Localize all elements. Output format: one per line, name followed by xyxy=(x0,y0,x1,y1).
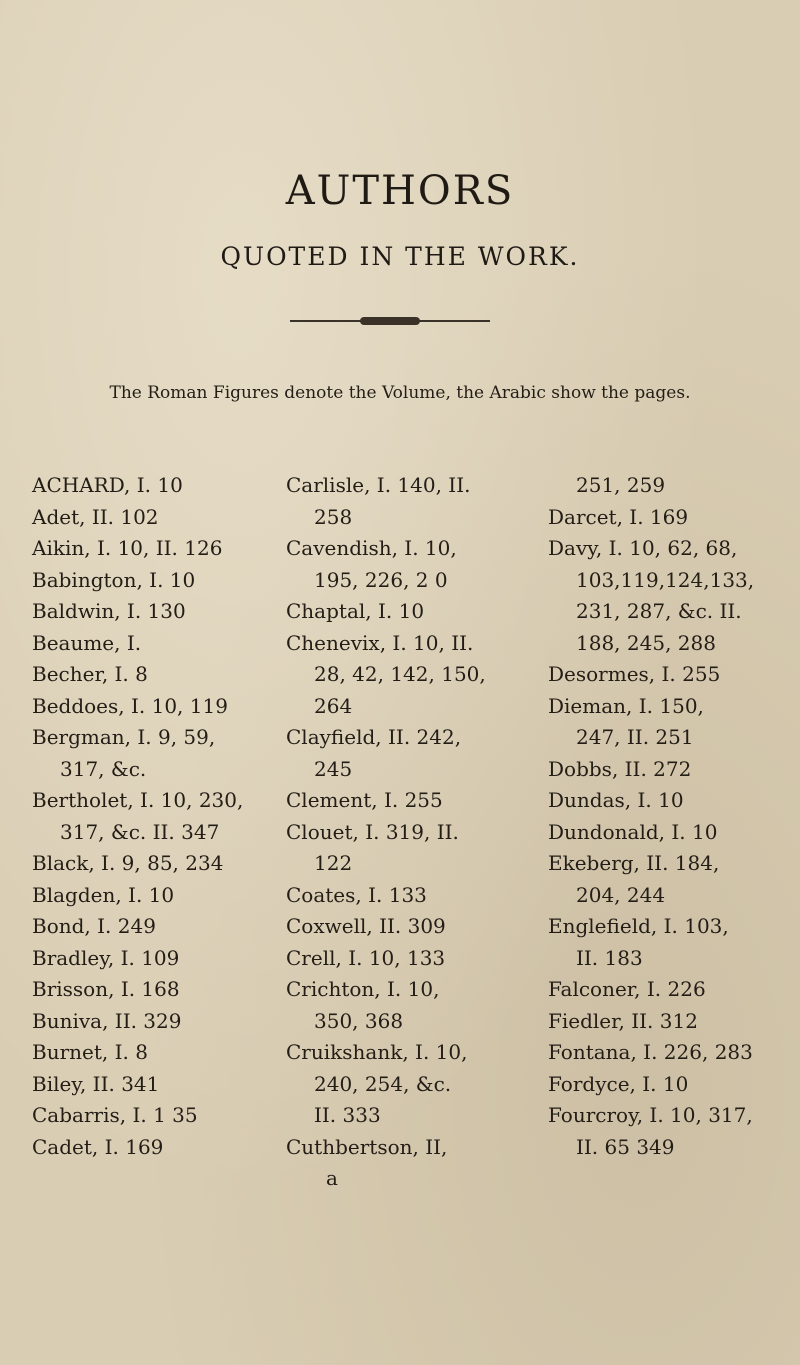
index-column-2 xyxy=(286,470,556,1195)
index-entry: Falconer, I. 226 xyxy=(548,977,706,1001)
index-entry: Coxwell, II. 309 xyxy=(286,914,446,938)
index-entry-continuation: 317, &c. II. 347 xyxy=(60,819,220,844)
index-entry: Cadet, I. 169 xyxy=(32,1134,164,1159)
index-entry: Coates, I. 133 xyxy=(286,882,427,907)
index-entry: Adet, II. 102 xyxy=(32,504,159,529)
index-entry: Bond, I. 249 xyxy=(32,914,156,938)
index-entry: Desormes, I. 255 xyxy=(548,662,721,686)
index-entry: Burnet, I. 8 xyxy=(32,1040,148,1064)
index-entry: Crichton, I. 10, xyxy=(286,977,440,1001)
index-entry-continuation: 247, II. 251 xyxy=(576,725,694,749)
index-entry: Cabarris, I. 1 35 xyxy=(32,1103,198,1127)
index-entry: Becher, I. 8 xyxy=(32,662,148,686)
index-column-1 xyxy=(32,470,287,1163)
index-entry: Aikin, I. 10, II. 126 xyxy=(32,536,223,560)
index-entry: Crell, I. 10, 133 xyxy=(286,945,446,970)
index-entry: Dundonald, I. 10 xyxy=(548,819,718,844)
page-subtitle: QUOTED IN THE WORK. xyxy=(220,242,580,271)
index-entry: Baldwin, I. 130 xyxy=(32,599,186,623)
index-entry: Babington, I. 10 xyxy=(32,567,196,592)
index-entry-continuation: 245 xyxy=(314,756,353,781)
index-entry-continuation: 122 xyxy=(314,851,353,875)
index-entry: Clement, I. 255 xyxy=(286,788,443,812)
index-entry: Cruikshank, I. 10, xyxy=(286,1040,468,1064)
index-entry-continuation: 258 xyxy=(314,504,353,529)
index-entry-continuation: 188, 245, 288 xyxy=(576,630,716,655)
index-entry: Bradley, I. 109 xyxy=(32,945,180,970)
index-entry: Englefield, I. 103, xyxy=(548,914,729,938)
index-entry: Black, I. 9, 85, 234 xyxy=(32,851,224,875)
index-entry: Buniva, II. 329 xyxy=(32,1008,182,1033)
index-entry: Cuthbertson, II, xyxy=(286,1134,448,1159)
index-entry: Bergman, I. 9, 59, xyxy=(32,725,216,749)
index-entry: Dobbs, II. 272 xyxy=(548,756,692,781)
index-entry: Dundas, I. 10 xyxy=(548,788,684,812)
index-entry: Clouet, I. 319, II. xyxy=(286,819,459,844)
index-entry-continuation: 317, &c. xyxy=(60,756,147,781)
index-entry-continuation: 264 xyxy=(314,693,353,718)
index-entry: Ekeberg, II. 184, xyxy=(548,851,720,875)
index-entry: Dieman, I. 150, xyxy=(548,693,704,718)
index-entry: Darcet, I. 169 xyxy=(548,504,689,529)
index-entry: Davy, I. 10, 62, 68, xyxy=(548,536,738,560)
index-entry: Fontana, I. 226, 283 xyxy=(548,1040,753,1064)
rule-ornament xyxy=(360,317,420,325)
index-entry-continuation: 28, 42, 142, 150, xyxy=(314,662,486,686)
index-entry-continuation: 103,119,124,133, xyxy=(576,567,755,592)
catchword: a xyxy=(326,1166,338,1190)
index-entry: Fordyce, I. 10 xyxy=(548,1071,689,1096)
index-entry-continuation: 195, 226, 2 0 xyxy=(314,567,448,592)
index-entry-continuation: II. 65 349 xyxy=(576,1134,675,1159)
index-entry: Fourcroy, I. 10, 317, xyxy=(548,1103,753,1127)
index-entry: Carlisle, I. 140, II. xyxy=(286,473,471,497)
index-entry-continuation: II. 333 xyxy=(314,1103,381,1127)
index-entry: Bertholet, I. 10, 230, xyxy=(32,788,244,812)
index-entry: Clayfield, II. 242, xyxy=(286,725,462,749)
index-entry-continuation: 240, 254, &c. xyxy=(314,1071,452,1096)
index-entry: ACHARD, I. 10 xyxy=(32,473,183,497)
index-entry-continuation: 251, 259 xyxy=(576,473,666,497)
index-entry: Beaume, I. xyxy=(32,630,142,655)
page-title: AUTHORS xyxy=(285,168,515,214)
index-entry: Fiedler, II. 312 xyxy=(548,1008,698,1033)
index-entry: Chaptal, I. 10 xyxy=(286,599,425,623)
index-entry-continuation: 231, 287, &c. II. xyxy=(576,599,742,623)
explanatory-note: The Roman Figures denote the Volume, the Arabic show the pages. xyxy=(109,383,691,403)
index-entry: Beddoes, I. 10, 119 xyxy=(32,693,228,718)
index-entry: Cavendish, I. 10, xyxy=(286,536,457,560)
index-column-3 xyxy=(548,470,798,1163)
index-entry: Blagden, I. 10 xyxy=(32,882,175,907)
index-entry: Biley, II. 341 xyxy=(32,1071,160,1096)
index-entry-continuation: 350, 368 xyxy=(314,1008,404,1033)
index-entry-continuation: II. 183 xyxy=(576,945,643,970)
index-entry: Brisson, I. 168 xyxy=(32,977,180,1001)
index-entry: Chenevix, I. 10, II. xyxy=(286,630,474,655)
index-entry-continuation: 204, 244 xyxy=(576,882,666,907)
